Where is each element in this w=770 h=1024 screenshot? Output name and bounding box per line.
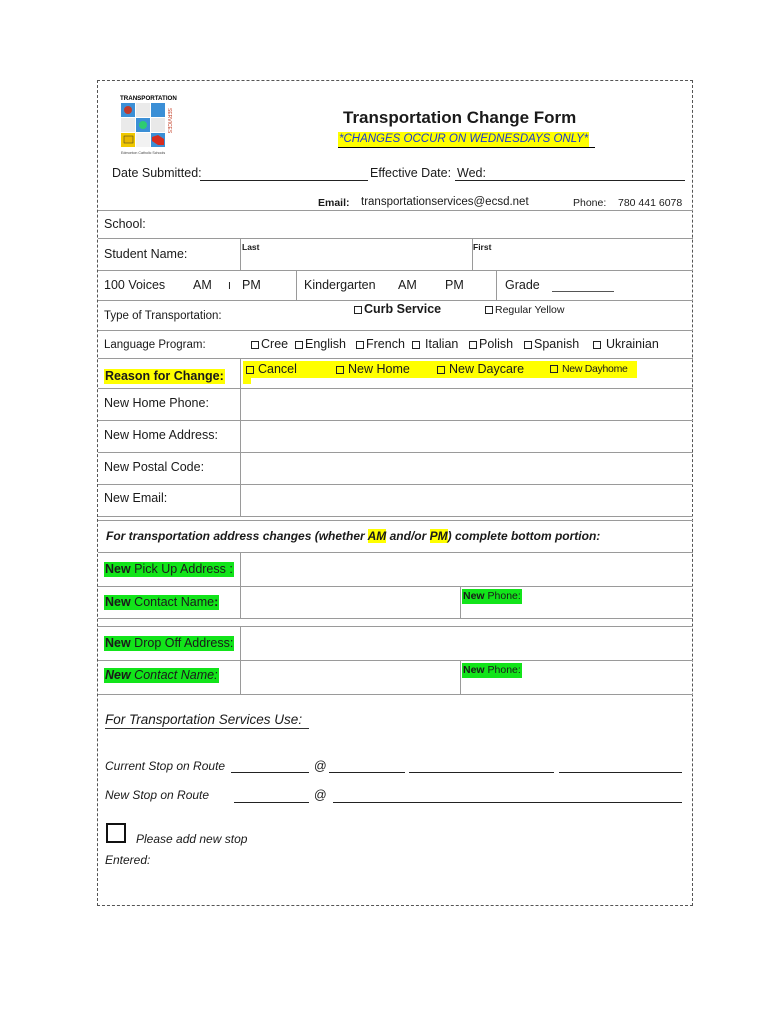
first-name-input[interactable] <box>473 250 692 269</box>
new-home-phone-input[interactable] <box>241 389 692 419</box>
regular-yellow-text: Regular Yellow <box>495 304 565 316</box>
grade-input[interactable] <box>552 291 614 292</box>
new-dayhome-checkbox[interactable] <box>550 365 558 373</box>
new-dayhome-text: New Dayhome <box>562 363 628 375</box>
entered-label: Entered: <box>105 853 151 867</box>
current-stop-at-symbol: @ <box>314 759 327 773</box>
new-dropoff-phone-label: New Phone: <box>463 664 521 676</box>
french-text: French <box>366 337 405 351</box>
last-name-input[interactable] <box>241 250 471 269</box>
language-polish-option[interactable] <box>469 337 513 352</box>
new-home-text: New Home <box>348 362 410 376</box>
kindergarten-am-option[interactable]: AM <box>398 278 417 292</box>
french-checkbox[interactable] <box>356 341 364 349</box>
date-submitted-label: Date Submitted: <box>112 166 202 180</box>
new-dropoff-contact-name-input[interactable] <box>241 661 459 693</box>
new-pickup-phone-input[interactable] <box>462 603 692 617</box>
wed-label: Wed: <box>457 166 486 180</box>
school-label: School: <box>104 217 146 231</box>
english-checkbox[interactable] <box>295 341 303 349</box>
voices-pm-option[interactable]: PM <box>242 278 261 292</box>
kindergarten-label: Kindergarten <box>304 278 376 292</box>
new-dropoff-address-input[interactable] <box>241 627 692 659</box>
language-italian-option[interactable] <box>412 337 458 352</box>
page-title: Transportation Change Form <box>343 108 577 127</box>
new-home-phone-label: New Home Phone: <box>104 396 209 410</box>
services-use-heading: For Transportation Services Use: <box>105 712 303 727</box>
new-daycare-text: New Daycare <box>449 362 525 376</box>
cancel-checkbox[interactable] <box>246 366 254 374</box>
italian-checkbox[interactable] <box>412 341 420 349</box>
new-postal-code-input[interactable] <box>241 453 692 483</box>
new-contact-name-label: New Contact Name: <box>105 595 219 609</box>
reason-new-home-option[interactable] <box>336 362 410 377</box>
current-stop-location-input[interactable] <box>409 772 554 773</box>
cancel-text: Cancel <box>258 362 297 376</box>
new-postal-code-label: New Postal Code: <box>104 460 205 474</box>
am-pm-separator: I <box>228 280 231 292</box>
reason-new-daycare-option[interactable] <box>437 362 524 377</box>
email-value: transportationservices@ecsd.net <box>361 196 529 208</box>
new-stop-route-input[interactable] <box>234 802 309 803</box>
reason-cancel-option[interactable] <box>246 362 297 377</box>
voices-label: 100 Voices <box>104 278 166 292</box>
kindergarten-pm-option[interactable]: PM <box>445 278 464 292</box>
add-new-stop-label: Please add new stop <box>136 832 248 846</box>
phone-label: Phone: <box>573 197 607 209</box>
ukrainian-text: Ukrainian <box>606 337 659 351</box>
phone-value: 780 441 6078 <box>618 197 683 209</box>
grade-label: Grade <box>505 278 540 292</box>
regular-yellow-checkbox[interactable] <box>485 306 493 314</box>
logo-bottom-text: Edmonton Catholic Schools <box>121 151 166 155</box>
transportation-services-logo <box>118 94 186 158</box>
email-label: Email: <box>318 197 350 209</box>
school-input[interactable] <box>240 211 692 237</box>
logo-text: TRANSPORTATION <box>120 95 177 102</box>
address-change-instructions: For transportation address changes (whether AM and/or PM) complete bottom portion: <box>106 529 601 543</box>
italian-text: Italian <box>425 337 459 351</box>
new-stop-label: New Stop on Route <box>105 788 210 802</box>
effective-date-label: Effective Date: <box>370 166 452 180</box>
polish-checkbox[interactable] <box>469 341 477 349</box>
date-submitted-input[interactable] <box>200 180 368 181</box>
current-stop-route-input[interactable] <box>231 772 309 773</box>
student-name-label: Student Name: <box>104 247 188 261</box>
new-daycare-checkbox[interactable] <box>437 366 445 374</box>
type-of-transportation-label: Type of Transportation: <box>104 310 222 322</box>
language-program-label: Language Program: <box>104 339 206 351</box>
cree-text: Cree <box>261 337 289 351</box>
language-ukrainian-option[interactable] <box>593 337 659 352</box>
add-new-stop-checkbox[interactable] <box>106 823 126 843</box>
reason-new-dayhome-option[interactable] <box>550 362 628 377</box>
curb-service-option[interactable] <box>354 302 441 317</box>
new-pickup-phone-label: New Phone: <box>463 590 521 602</box>
english-text: English <box>305 337 346 351</box>
spanish-checkbox[interactable] <box>524 341 532 349</box>
new-home-address-input[interactable] <box>241 421 692 451</box>
language-english-option[interactable] <box>295 337 346 352</box>
voices-am-option[interactable]: AM <box>193 278 212 292</box>
cree-checkbox[interactable] <box>251 341 259 349</box>
spanish-text: Spanish <box>534 337 580 351</box>
new-dropoff-contact-name-label: New Contact Name: <box>105 668 218 682</box>
new-pickup-address-input[interactable] <box>241 553 692 585</box>
new-stop-location-input[interactable] <box>333 802 682 803</box>
language-spanish-option[interactable] <box>524 337 579 352</box>
last-name-label: Last <box>242 242 260 252</box>
new-contact-name-input[interactable] <box>241 587 459 617</box>
ukrainian-checkbox[interactable] <box>593 341 601 349</box>
new-email-label: New Email: <box>104 491 168 505</box>
current-stop-extra-input[interactable] <box>559 772 682 773</box>
current-stop-label: Current Stop on Route <box>105 759 226 773</box>
effective-date-input[interactable] <box>455 180 685 181</box>
regular-yellow-option[interactable] <box>485 303 564 318</box>
new-stop-at-symbol: @ <box>314 788 327 802</box>
language-cree-option[interactable] <box>251 337 288 352</box>
new-dropoff-phone-input[interactable] <box>462 677 692 693</box>
first-name-label: First <box>473 242 492 252</box>
curb-service-checkbox[interactable] <box>354 306 362 314</box>
language-french-option[interactable] <box>356 337 405 352</box>
current-stop-time-input[interactable] <box>329 772 405 773</box>
reason-for-change-label: Reason for Change: <box>105 369 224 383</box>
polish-text: Polish <box>479 337 514 351</box>
subtitle-changes-wednesday: *CHANGES OCCUR ON WEDNESDAYS ONLY* <box>339 133 589 145</box>
new-pickup-address-label: New Pick Up Address : <box>105 562 233 576</box>
new-dropoff-address-label: New Drop Off Address: <box>105 636 234 650</box>
logo-side-text: SERVICES <box>166 108 172 134</box>
curb-service-text: Curb Service <box>364 302 442 316</box>
new-email-input[interactable] <box>241 485 692 515</box>
new-home-address-label: New Home Address: <box>104 428 218 442</box>
new-home-checkbox[interactable] <box>336 366 344 374</box>
